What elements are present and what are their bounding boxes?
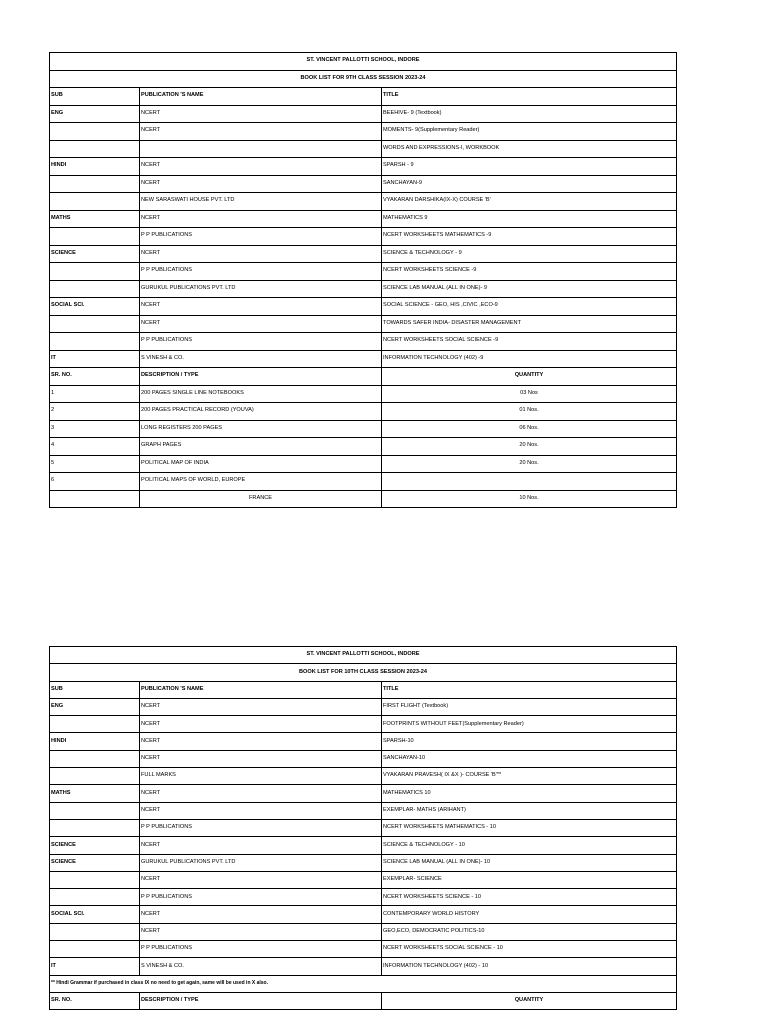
school-name: ST. VINCENT PALLOTTI SCHOOL, INDORE	[50, 53, 677, 71]
subject-cell	[50, 768, 140, 785]
quantity-cell: 01 Nos.	[382, 403, 677, 421]
title-cell: SANCHAYAN-10	[382, 750, 677, 767]
publication-cell: P P PUBLICATIONS	[140, 333, 382, 351]
item-row	[50, 403, 677, 421]
title-cell: SCIENCE & TECHNOLOGY - 10	[382, 837, 677, 854]
item-row	[50, 438, 677, 456]
srno-header: SR. NO.	[50, 368, 140, 386]
srno-cell: 2	[50, 403, 140, 421]
book-row	[50, 158, 677, 176]
title-cell: NCERT WORKSHEETS SOCIAL SCIENCE -9	[382, 333, 677, 351]
publication-cell: NCERT	[140, 733, 382, 750]
items-header-row	[50, 992, 677, 1009]
item-row	[50, 420, 677, 438]
publication-cell: NCERT	[140, 716, 382, 733]
booklist-title: BOOK LIST FOR 9TH CLASS SESSION 2023-24	[50, 70, 677, 88]
quantity-cell	[382, 473, 677, 491]
book-row	[50, 698, 677, 715]
publication-cell: NCERT	[140, 210, 382, 228]
subject-cell	[50, 333, 140, 351]
subject-cell	[50, 716, 140, 733]
book-row	[50, 175, 677, 193]
description-cell: GRAPH PAGES	[140, 438, 382, 456]
school-name-row	[50, 53, 677, 71]
title-cell: INFORMATION TECHNOLOGY (402) -9	[382, 350, 677, 368]
book-row	[50, 716, 677, 733]
book-row	[50, 228, 677, 246]
book-row	[50, 750, 677, 767]
srno-cell	[50, 490, 140, 508]
title-cell: SCIENCE LAB MANUAL (ALL IN ONE)- 10	[382, 854, 677, 871]
subject-cell	[50, 802, 140, 819]
subject-cell	[50, 175, 140, 193]
title-cell: SOCIAL SCIENCE - GEO, HIS ,CIVIC ,ECO-9	[382, 298, 677, 316]
book-row	[50, 123, 677, 141]
subject-cell	[50, 123, 140, 141]
description-cell: FRANCE	[140, 490, 382, 508]
title-header: TITLE	[382, 681, 677, 698]
publication-cell: FULL MARKS	[140, 768, 382, 785]
subject-cell: SOCIAL SCI.	[50, 298, 140, 316]
quantity-cell: 20 Nos.	[382, 438, 677, 456]
book-row	[50, 802, 677, 819]
title-cell: INFORMATION TECHNOLOGY (402) - 10	[382, 958, 677, 975]
publication-cell: P P PUBLICATIONS	[140, 819, 382, 836]
book-row	[50, 785, 677, 802]
subject-cell	[50, 889, 140, 906]
subject-cell: SCIENCE	[50, 854, 140, 871]
subject-cell	[50, 280, 140, 298]
publication-cell: S VINESH & CO.	[140, 350, 382, 368]
srno-cell: 3	[50, 420, 140, 438]
school-name: ST. VINCENT PALLOTTI SCHOOL, INDORE	[50, 647, 677, 664]
publication-cell: GURUKUL PUBLICATIONS PVT. LTD	[140, 854, 382, 871]
title-cell: FOOTPRINTS WITHOUT FEET(Supplementary Reader)	[382, 716, 677, 733]
description-cell: POLITICAL MAP OF INDIA	[140, 455, 382, 473]
subject-cell	[50, 923, 140, 940]
sub-header: SUB	[50, 681, 140, 698]
book-row	[50, 923, 677, 940]
item-row	[50, 473, 677, 491]
book-row	[50, 768, 677, 785]
book-row	[50, 140, 677, 158]
publication-cell: P P PUBLICATIONS	[140, 889, 382, 906]
publication-cell: NCERT	[140, 785, 382, 802]
title-cell: SPARSH - 9	[382, 158, 677, 176]
subject-cell: SCIENCE	[50, 245, 140, 263]
title-cell: BEEHIVE- 9 (Textbook)	[382, 105, 677, 123]
publication-cell: NCERT	[140, 923, 382, 940]
subject-cell: MATHS	[50, 785, 140, 802]
title-cell: GEO,ECO, DEMOCRATIC POLITICS-10	[382, 923, 677, 940]
item-row	[50, 385, 677, 403]
publication-cell: NEW SARASWATI HOUSE PVT. LTD	[140, 193, 382, 211]
booklist-title: BOOK LIST FOR 10TH CLASS SESSION 2023-24	[50, 664, 677, 681]
title-cell: NCERT WORKSHEETS MATHEMATICS - 10	[382, 819, 677, 836]
items-header-row	[50, 368, 677, 386]
book-row	[50, 105, 677, 123]
title-cell: NCERT WORKSHEETS MATHEMATICS -9	[382, 228, 677, 246]
title-cell: SCIENCE LAB MANUAL (ALL IN ONE)- 9	[382, 280, 677, 298]
quantity-cell: 10 Nos.	[382, 490, 677, 508]
title-cell: EXEMPLAR- SCIENCE	[382, 871, 677, 888]
publication-header: PUBLICATION 'S NAME	[140, 681, 382, 698]
description-cell: 200 PAGES SINGLE LINE NOTEBOOKS	[140, 385, 382, 403]
publication-cell: P P PUBLICATIONS	[140, 228, 382, 246]
book-row	[50, 906, 677, 923]
publication-cell: NCERT	[140, 906, 382, 923]
subject-cell: ENG	[50, 698, 140, 715]
title-cell: SCIENCE & TECHNOLOGY - 9	[382, 245, 677, 263]
quantity-cell: 06 Nos.	[382, 420, 677, 438]
publication-cell: NCERT	[140, 298, 382, 316]
title-cell: FIRST FLIGHT (Textbook)	[382, 698, 677, 715]
publication-cell: NCERT	[140, 175, 382, 193]
column-header-row	[50, 88, 677, 106]
publication-cell: NCERT	[140, 871, 382, 888]
school-name-row	[50, 647, 677, 664]
book-row	[50, 333, 677, 351]
subject-cell: SOCIAL SCI.	[50, 906, 140, 923]
subject-cell	[50, 263, 140, 281]
title-cell: NCERT WORKSHEETS SCIENCE -9	[382, 263, 677, 281]
subject-cell: IT	[50, 958, 140, 975]
title-cell: SANCHAYAN-9	[382, 175, 677, 193]
subject-cell: HINDI	[50, 158, 140, 176]
publication-header: PUBLICATION 'S NAME	[140, 88, 382, 106]
title-header: TITLE	[382, 88, 677, 106]
publication-cell: P P PUBLICATIONS	[140, 263, 382, 281]
publication-cell: NCERT	[140, 750, 382, 767]
book-row	[50, 315, 677, 333]
subject-cell	[50, 315, 140, 333]
title-cell: MOMENTS- 9(Supplementary Reader)	[382, 123, 677, 141]
title-cell: MATHEMATICS 10	[382, 785, 677, 802]
description-cell: 200 PAGES PRACTICAL RECORD (YOUVA)	[140, 403, 382, 421]
book-row	[50, 854, 677, 871]
publication-cell	[140, 140, 382, 158]
book-row	[50, 280, 677, 298]
book-row	[50, 210, 677, 228]
publication-cell: NCERT	[140, 698, 382, 715]
quantity-cell: 03 Nos	[382, 385, 677, 403]
sub-header: SUB	[50, 88, 140, 106]
book-row	[50, 350, 677, 368]
title-cell: WORDS AND EXPRESSIONS-I, WORKBOOK	[382, 140, 677, 158]
title-cell: MATHEMATICS 9	[382, 210, 677, 228]
subject-cell: IT	[50, 350, 140, 368]
title-cell: CONTEMPORARY WORLD HISTORY	[382, 906, 677, 923]
book-row	[50, 871, 677, 888]
subject-cell	[50, 871, 140, 888]
publication-cell: NCERT	[140, 158, 382, 176]
publication-cell: NCERT	[140, 105, 382, 123]
srno-cell: 6	[50, 473, 140, 491]
publication-cell: S VINESH & CO.	[140, 958, 382, 975]
subject-cell: ENG	[50, 105, 140, 123]
book-row	[50, 819, 677, 836]
description-header: DESCRIPTION / TYPE	[140, 368, 382, 386]
column-header-row	[50, 681, 677, 698]
srno-cell: 5	[50, 455, 140, 473]
title-cell: NCERT WORKSHEETS SCIENCE - 10	[382, 889, 677, 906]
description-cell: POLITICAL MAPS OF WORLD, EUROPE	[140, 473, 382, 491]
publication-cell: NCERT	[140, 123, 382, 141]
subject-cell	[50, 228, 140, 246]
subject-cell	[50, 193, 140, 211]
book-row	[50, 958, 677, 975]
publication-cell: NCERT	[140, 802, 382, 819]
subject-cell: MATHS	[50, 210, 140, 228]
quantity-header: QUANTITY	[382, 992, 677, 1009]
book-row	[50, 941, 677, 958]
subject-cell: HINDI	[50, 733, 140, 750]
title-cell: NCERT WORKSHEETS SOCIAL SCIENCE - 10	[382, 941, 677, 958]
title-cell: EXEMPLAR- MATHS (ARIHANT)	[382, 802, 677, 819]
note-row	[50, 975, 677, 992]
publication-cell: NCERT	[140, 315, 382, 333]
srno-cell: 1	[50, 385, 140, 403]
booklist-title-row	[50, 664, 677, 681]
france-row	[50, 490, 677, 508]
book-row	[50, 245, 677, 263]
book-row	[50, 263, 677, 281]
book-row	[50, 193, 677, 211]
title-cell: VYAKARAN PRAVESH( IX &X )- COURSE 'B'**	[382, 768, 677, 785]
publication-cell: P P PUBLICATIONS	[140, 941, 382, 958]
title-cell: VYAKARAN DARSHIKA(IX-X) COURSE 'B'	[382, 193, 677, 211]
description-cell: LONG REGISTERS 200 PAGES	[140, 420, 382, 438]
book-row	[50, 298, 677, 316]
item-row	[50, 455, 677, 473]
title-cell: TOWARDS SAFER INDIA- DISASTER MANAGEMENT	[382, 315, 677, 333]
book-row	[50, 837, 677, 854]
srno-cell: 4	[50, 438, 140, 456]
booklist-title-row	[50, 70, 677, 88]
description-header: DESCRIPTION / TYPE	[140, 992, 382, 1009]
book-row	[50, 733, 677, 750]
quantity-header: QUANTITY	[382, 368, 677, 386]
subject-cell	[50, 750, 140, 767]
quantity-cell: 20 Nos.	[382, 455, 677, 473]
subject-cell	[50, 819, 140, 836]
subject-cell: SCIENCE	[50, 837, 140, 854]
srno-header: SR. NO.	[50, 992, 140, 1009]
subject-cell	[50, 140, 140, 158]
publication-cell: NCERT	[140, 837, 382, 854]
book-row	[50, 889, 677, 906]
publication-cell: GURUKUL PUBLICATIONS PVT. LTD	[140, 280, 382, 298]
hindi-grammar-note: ** Hindi Grammar if purchased in class IX no need to get again, same will be used in X also.	[50, 975, 677, 992]
class10-booklist-table	[49, 646, 677, 1010]
publication-cell: NCERT	[140, 245, 382, 263]
subject-cell	[50, 941, 140, 958]
class9-booklist-table	[49, 52, 677, 508]
title-cell: SPARSH-10	[382, 733, 677, 750]
